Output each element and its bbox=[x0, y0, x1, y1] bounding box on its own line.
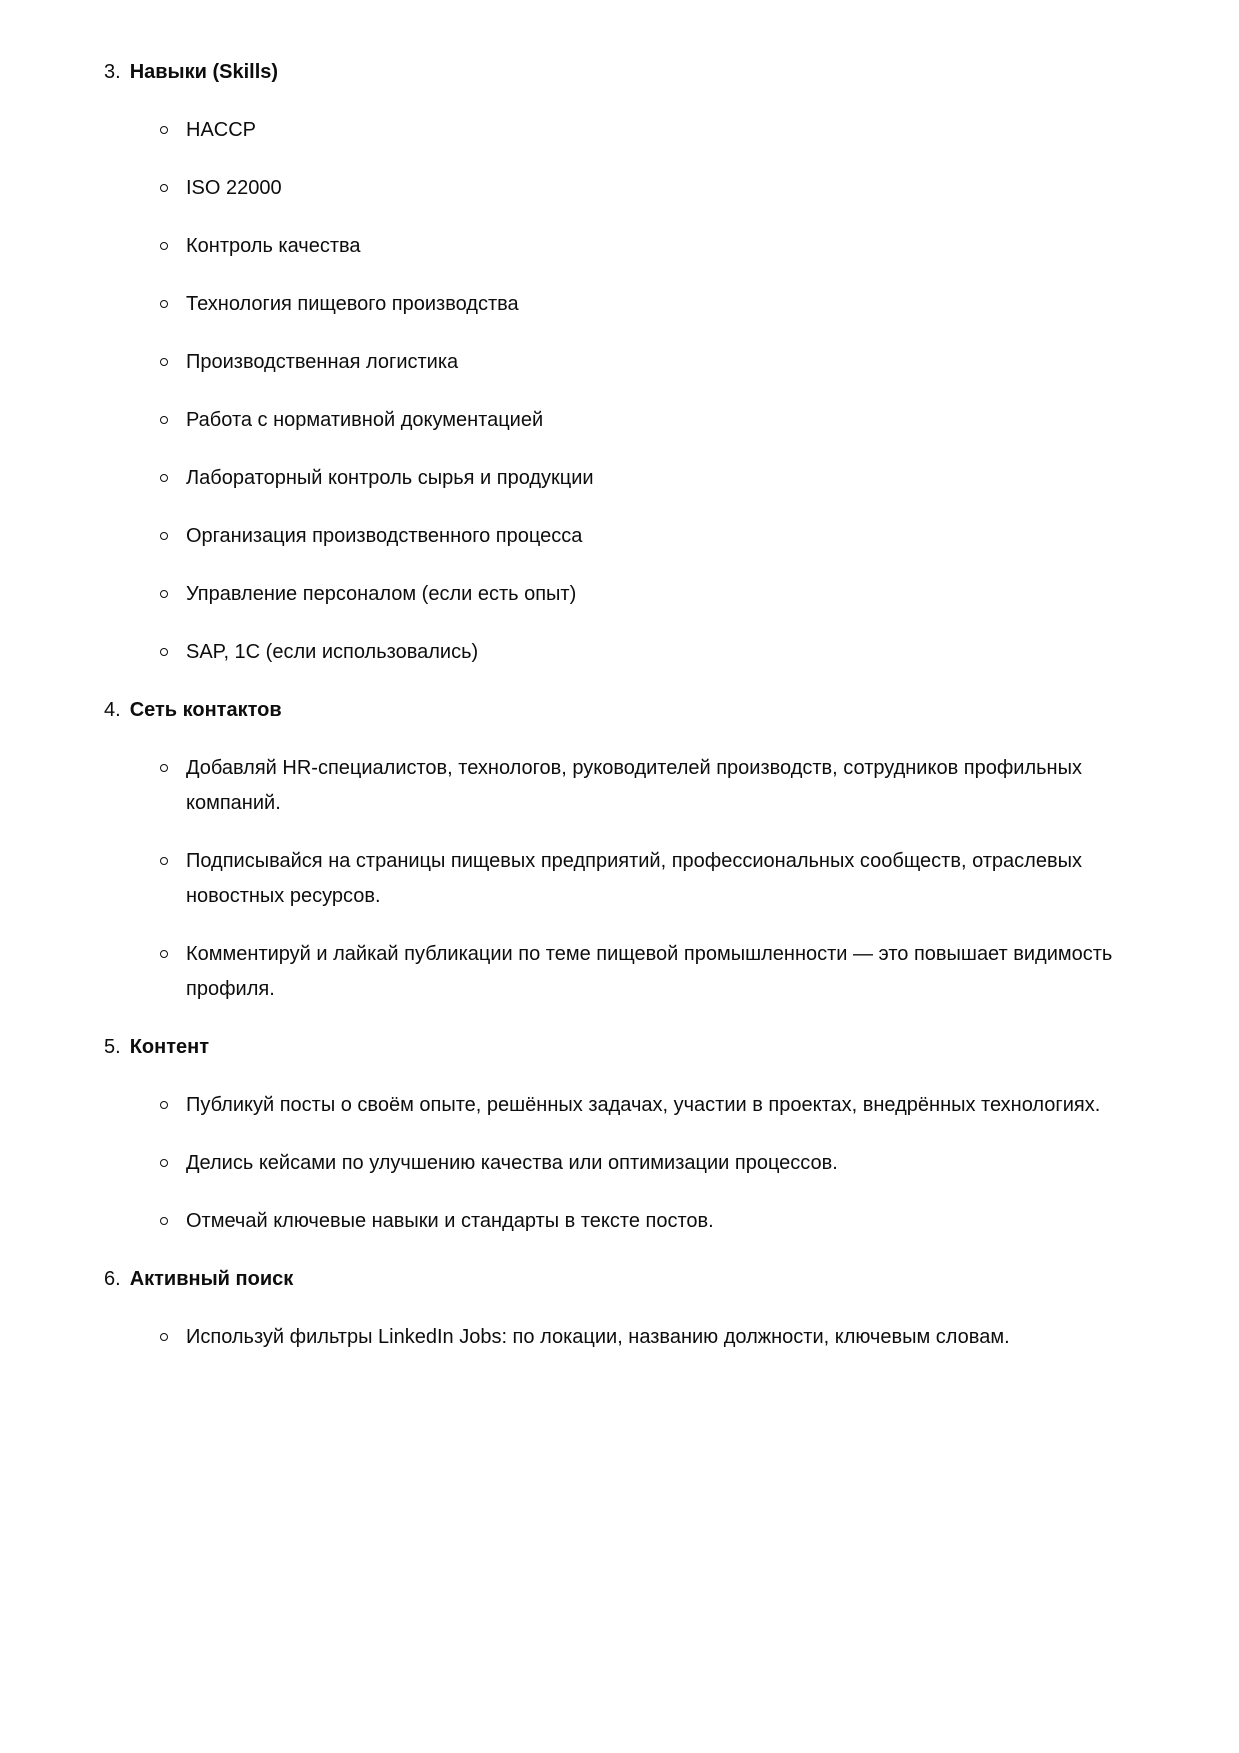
section-heading bbox=[104, 55, 1135, 90]
list-item-text: Отмечай ключевые навыки и стандарты в тексте постов. bbox=[186, 1210, 714, 1232]
circle-bullet-icon bbox=[160, 950, 168, 958]
circle-bullet-icon bbox=[160, 474, 168, 482]
list-item bbox=[104, 577, 1135, 612]
circle-bullet-icon bbox=[160, 1333, 168, 1341]
bullet-list bbox=[104, 1088, 1135, 1239]
document-section bbox=[104, 693, 1135, 1007]
section-title: Навыки (Skills) bbox=[129, 61, 279, 83]
section-title: Сеть контактов bbox=[129, 699, 282, 721]
circle-bullet-icon bbox=[160, 857, 168, 865]
circle-bullet-icon bbox=[160, 1159, 168, 1167]
list-item-text: Лабораторный контроль сырья и продукции bbox=[186, 467, 594, 489]
section-title: Активный поиск bbox=[129, 1268, 294, 1290]
list-item bbox=[104, 937, 1135, 1007]
list-item-text: Добавляй HR-специалистов, технологов, руководителей производств, сотрудников профильных компаний. bbox=[186, 757, 1082, 814]
list-item bbox=[104, 519, 1135, 554]
list-item bbox=[104, 461, 1135, 496]
section-number: 5. bbox=[104, 1036, 121, 1058]
document-section bbox=[104, 55, 1135, 670]
list-item-text: Производственная логистика bbox=[186, 351, 459, 373]
list-item-text: Организация производственного процесса bbox=[186, 525, 583, 547]
list-item bbox=[104, 287, 1135, 322]
list-item bbox=[104, 171, 1135, 206]
circle-bullet-icon bbox=[160, 242, 168, 250]
list-item bbox=[104, 1146, 1135, 1181]
circle-bullet-icon bbox=[160, 300, 168, 308]
bullet-list bbox=[104, 751, 1135, 1007]
circle-bullet-icon bbox=[160, 184, 168, 192]
list-item bbox=[104, 403, 1135, 438]
list-item-text: Работа с нормативной документацией bbox=[186, 409, 544, 431]
section-number: 4. bbox=[104, 699, 121, 721]
circle-bullet-icon bbox=[160, 764, 168, 772]
list-item bbox=[104, 1320, 1135, 1355]
section-number: 3. bbox=[104, 61, 121, 83]
list-item bbox=[104, 229, 1135, 264]
document-section bbox=[104, 1030, 1135, 1239]
section-heading bbox=[104, 693, 1135, 728]
list-item-text: Комментируй и лайкай публикации по теме пищевой промышленности — это повышает видимость профиля. bbox=[186, 943, 1113, 1000]
bullet-list bbox=[104, 113, 1135, 670]
list-item-text: SAP, 1С (если использовались) bbox=[186, 641, 479, 663]
circle-bullet-icon bbox=[160, 590, 168, 598]
circle-bullet-icon bbox=[160, 126, 168, 134]
list-item bbox=[104, 113, 1135, 148]
list-item bbox=[104, 751, 1135, 821]
section-heading bbox=[104, 1262, 1135, 1297]
circle-bullet-icon bbox=[160, 1101, 168, 1109]
list-item-text: Подписывайся на страницы пищевых предприятий, профессиональных сообществ, отраслевых новостных ресурсов. bbox=[186, 850, 1082, 907]
circle-bullet-icon bbox=[160, 358, 168, 366]
circle-bullet-icon bbox=[160, 532, 168, 540]
list-item-text: Используй фильтры LinkedIn Jobs: по локации, названию должности, ключевым словам. bbox=[186, 1326, 1010, 1348]
list-item-text: Публикуй посты о своём опыте, решённых задачах, участии в проектах, внедрённых технологиях. bbox=[186, 1094, 1101, 1116]
section-number: 6. bbox=[104, 1268, 121, 1290]
bullet-list bbox=[104, 1320, 1135, 1355]
list-item-text: Технология пищевого производства bbox=[186, 293, 519, 315]
list-item bbox=[104, 844, 1135, 914]
list-item bbox=[104, 1088, 1135, 1123]
list-item bbox=[104, 1204, 1135, 1239]
section-heading bbox=[104, 1030, 1135, 1065]
list-item-text: ISO 22000 bbox=[186, 177, 282, 199]
list-item bbox=[104, 635, 1135, 670]
circle-bullet-icon bbox=[160, 1217, 168, 1225]
list-item-text: Управление персоналом (если есть опыт) bbox=[186, 583, 577, 605]
list-item bbox=[104, 345, 1135, 380]
list-item-text: HACCP bbox=[186, 119, 257, 141]
list-item-text: Контроль качества bbox=[186, 235, 361, 257]
section-title: Контент bbox=[129, 1036, 209, 1058]
list-item-text: Делись кейсами по улучшению качества или оптимизации процессов. bbox=[186, 1152, 838, 1174]
circle-bullet-icon bbox=[160, 648, 168, 656]
circle-bullet-icon bbox=[160, 416, 168, 424]
document-section bbox=[104, 1262, 1135, 1355]
document-body bbox=[104, 55, 1135, 1355]
